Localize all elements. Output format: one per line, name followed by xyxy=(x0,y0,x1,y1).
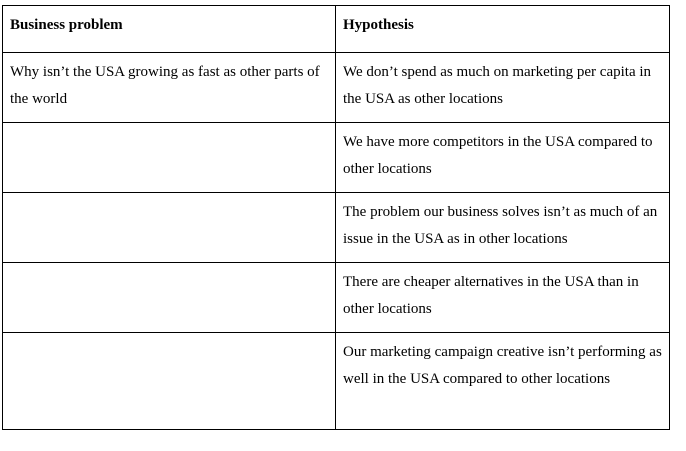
business-problem-cell xyxy=(3,333,336,430)
table-row xyxy=(3,123,670,193)
table-header-row xyxy=(3,6,670,53)
header-hypothesis: Hypothesis xyxy=(336,6,670,53)
business-problem-cell xyxy=(3,193,336,263)
table-row xyxy=(3,333,670,430)
table-row xyxy=(3,53,670,123)
header-business-problem: Business problem xyxy=(3,6,336,53)
problem-hypothesis-table xyxy=(2,5,670,430)
hypothesis-cell: There are cheaper alternatives in the USA than in other locations xyxy=(336,263,670,333)
hypothesis-cell: The problem our business solves isn’t as much of an issue in the USA as in other locations xyxy=(336,193,670,263)
hypothesis-cell: We don’t spend as much on marketing per capita in the USA as other locations xyxy=(336,53,670,123)
business-problem-cell xyxy=(3,123,336,193)
hypothesis-cell: Our marketing campaign creative isn’t performing as well in the USA compared to other locations xyxy=(336,333,670,430)
hypothesis-cell: We have more competitors in the USA compared to other locations xyxy=(336,123,670,193)
business-problem-cell: Why isn’t the USA growing as fast as other parts of the world xyxy=(3,53,336,123)
table-row xyxy=(3,263,670,333)
table-row xyxy=(3,193,670,263)
business-problem-cell xyxy=(3,263,336,333)
